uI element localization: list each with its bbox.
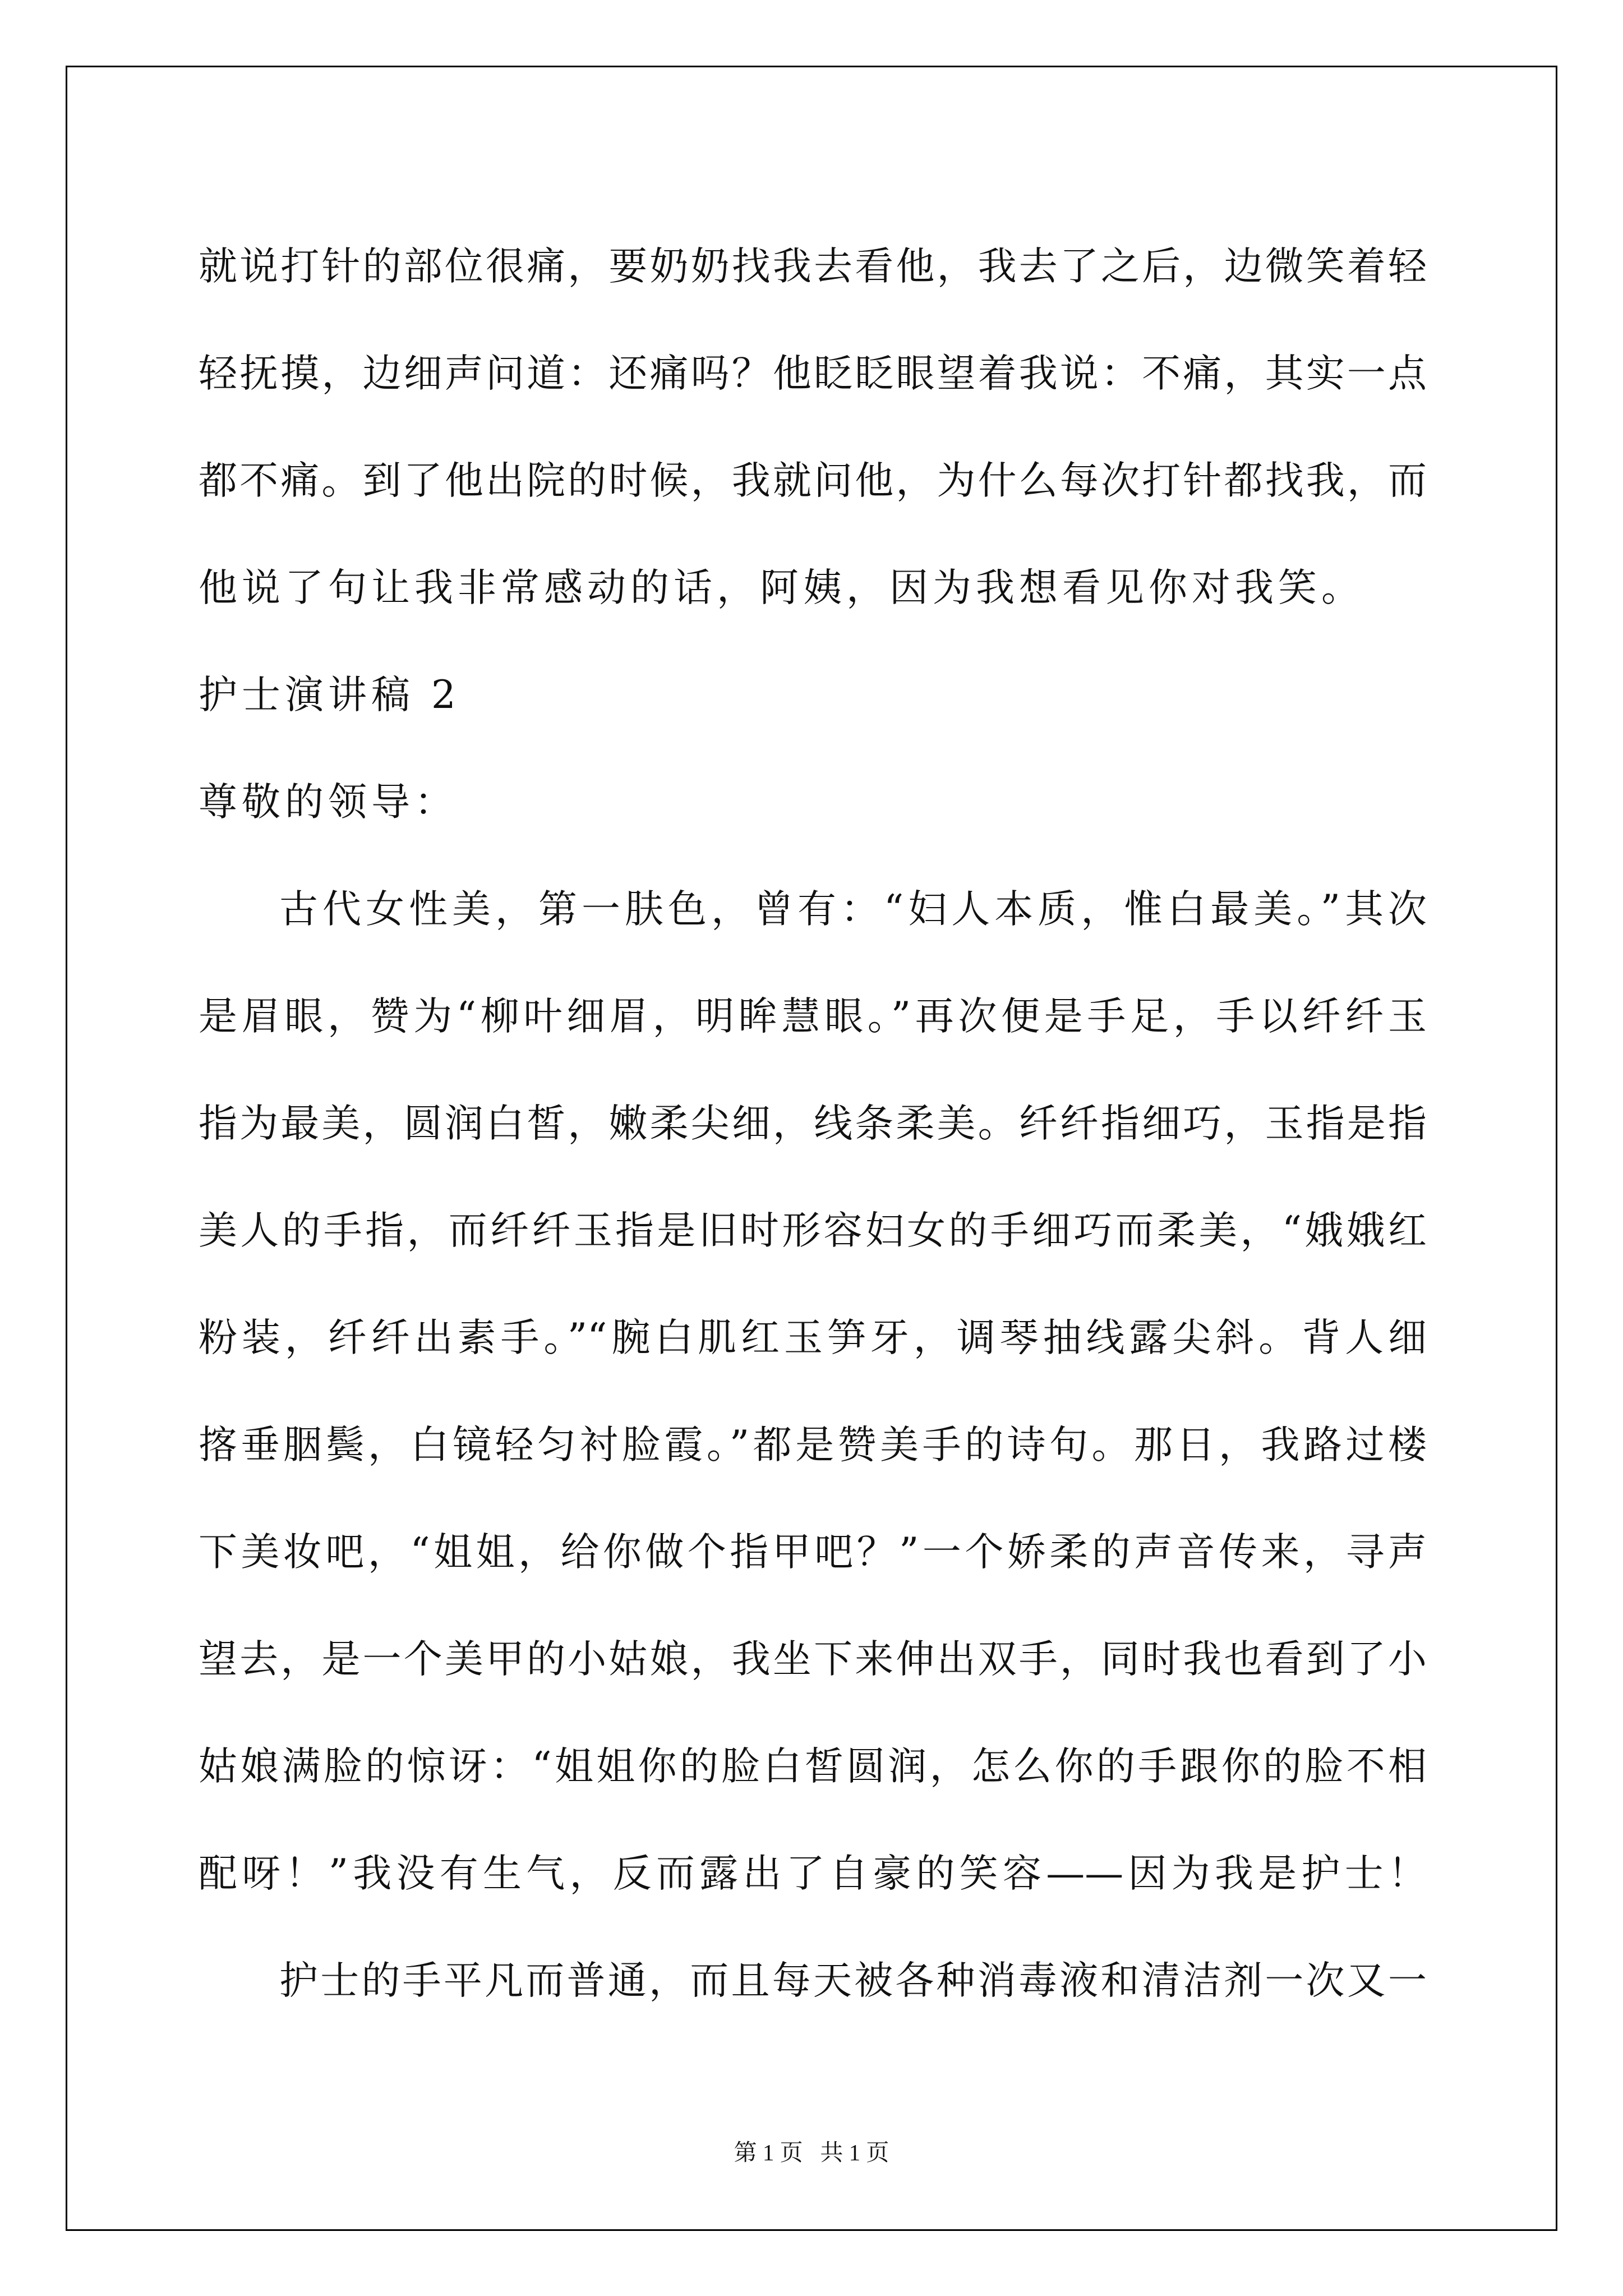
paragraph-line: 是眉眼，赞为“柳叶细眉，明眸慧眼。”再次便是手足，手以纤纤玉 (199, 994, 1427, 1039)
document-body (199, 213, 1427, 2035)
page-number-footer: 第 1 页 共 1 页 (734, 2139, 889, 2165)
paragraph-line: 姑娘满脸的惊讶：“姐姐你的脸白皙圆润，怎么你的手跟你的脸不相 (199, 1744, 1427, 1789)
paragraph-line: 古代女性美，第一肤色，曾有：“妇人本质，惟白最美。”其次 (279, 887, 1427, 932)
paragraph-line: 揢垂胭鬓，白镜轻匀衬脸霞。”都是赞美手的诗句。那日，我路过楼 (199, 1423, 1427, 1467)
section-heading: 护士演讲稿 2 (199, 673, 460, 717)
paragraph-line: 下美妆吧，“姐姐，给你做个指甲吧？”一个娇柔的声音传来，寻声 (199, 1530, 1427, 1575)
paragraph-line: 美人的手指，而纤纤玉指是旧时形容妇女的手细巧而柔美，“娥娥红 (199, 1208, 1427, 1253)
paragraph-line: 就说打针的部位很痛，要奶奶找我去看他，我去了之后，边微笑着轻 (199, 244, 1427, 289)
paragraph-line: 粉装，纤纤出素手。”“腕白肌红玉笋牙，调琴抽线露尖斜。背人细 (199, 1315, 1427, 1360)
paragraph-line: 指为最美，圆润白皙，嫩柔尖细，线条柔美。纤纤指细巧，玉指是指 (199, 1101, 1427, 1146)
paragraph-line: 轻抚摸，边细声问道：还痛吗？他眨眨眼望着我说：不痛，其实一点 (199, 351, 1427, 396)
paragraph-line: 护士的手平凡而普通，而且每天被各种消毒液和清洁剂一次又一 (279, 1958, 1427, 2003)
paragraph-line: 他说了句让我非常感动的话，阿姨，因为我想看见你对我笑。 (199, 565, 1364, 610)
paragraph-line: 都不痛。到了他出院的时候，我就问他，为什么每次打针都找我，而 (199, 458, 1427, 503)
paragraph-line: 配呀！”我没有生气，反而露出了自豪的笑容——因为我是护士！ (199, 1851, 1427, 1896)
salutation: 尊敬的领导： (199, 780, 458, 825)
paragraph-line: 望去，是一个美甲的小姑娘，我坐下来伸出双手，同时我也看到了小 (199, 1637, 1427, 1682)
